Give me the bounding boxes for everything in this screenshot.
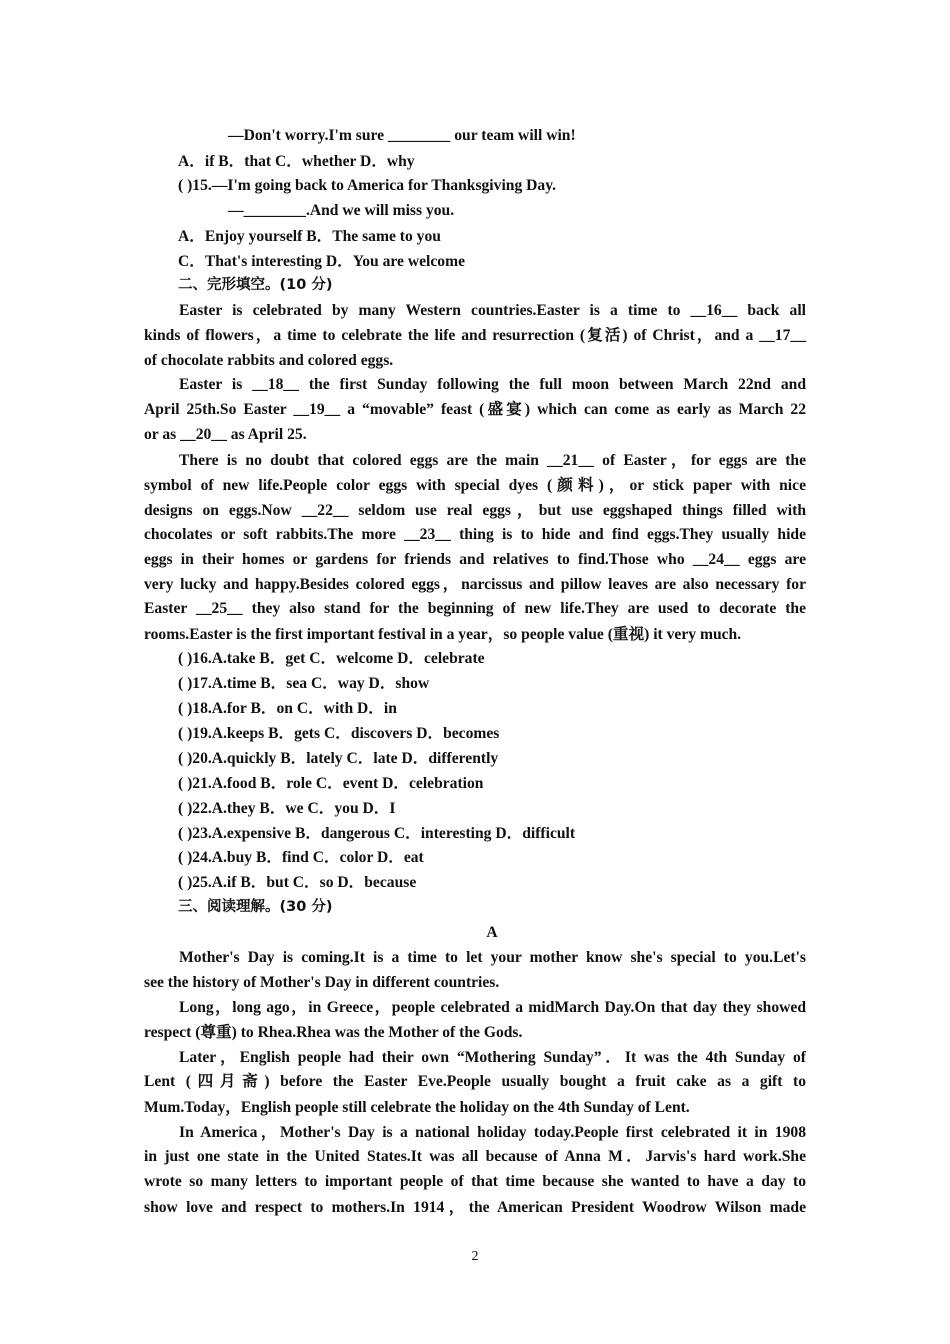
q14-options: A．if B．that C．whether D．why (178, 153, 415, 170)
reading-line: Lent (四月斋) before the Easter Eve.People usually bought a fruit cake as a gift to (144, 1073, 806, 1090)
cloze-question: ( )25.A.if B．but C．so D．because (178, 874, 417, 891)
q15-question: ( )15.—I'm going back to America for Thanksgiving Day. (178, 177, 557, 194)
reading-line: In America，Mother's Day is a national holiday today.People first celebrated it in 1908 (179, 1124, 806, 1141)
cloze-question: ( )24.A.buy B．find C．color D．eat (178, 849, 424, 866)
cloze-line: rooms.Easter is the first important festival in a year，so people value (重视) it very much. (144, 626, 742, 643)
cloze-question: ( )16.A.take B．get C．welcome D．celebrate (178, 650, 485, 667)
cloze-question: ( )18.A.for B．on C．with D．in (178, 700, 397, 717)
reading-line: Long，long ago，in Greece，people celebrated a midMarch Day.On that day they showed (179, 999, 806, 1016)
cloze-question: ( )21.A.food B．role C．event D．celebration (178, 775, 484, 792)
section-3-heading: 三、阅读理解。(30 分) (178, 899, 333, 915)
cloze-line: kinds of flowers，a time to celebrate the life and resurrection (复活) of Christ，and a __17__ (144, 327, 806, 344)
q14-answer-line: —Don't worry.I'm sure ________ our team will win! (228, 127, 576, 144)
cloze-line: designs on eggs.Now __22__ seldom use real eggs，but use eggshaped things filled with (144, 502, 806, 519)
cloze-line: Easter is celebrated by many Western countries.Easter is a time to __16__ back all (179, 302, 806, 319)
cloze-line: or as __20__ as April 25. (144, 426, 307, 443)
reading-line: Mum.Today，English people still celebrate the holiday on the 4th Sunday of Lent. (144, 1099, 690, 1116)
cloze-line: symbol of new life.People color eggs with special dyes (颜料)，or stick paper with nice (144, 477, 806, 494)
reading-line: respect (尊重) to Rhea.Rhea was the Mother of the Gods. (144, 1024, 523, 1041)
cloze-line: There is no doubt that colored eggs are the main __21__ of Easter，for eggs are the (179, 452, 806, 469)
reading-line: Later，English people had their own “Mothering Sunday”．It was the 4th Sunday of (179, 1049, 806, 1066)
cloze-question: ( )23.A.expensive B．dangerous C．interesting D．difficult (178, 825, 576, 842)
cloze-line: eggs in their homes or gardens for friends and relatives to find.Those who __24__ eggs are (144, 551, 806, 568)
cloze-line: of chocolate rabbits and colored eggs. (144, 352, 394, 369)
cloze-line: April 25th.So Easter __19__ a “movable” feast (盛宴) which can come as early as March 22 (144, 401, 806, 418)
cloze-line: chocolates or soft rabbits.The more __23__ thing is to hide and find eggs.They usually hide (144, 526, 806, 543)
passage-a-title: A (486, 924, 498, 941)
cloze-question: ( )22.A.they B．we C．you D．I (178, 800, 396, 817)
reading-line: see the history of Mother's Day in different countries. (144, 974, 500, 991)
cloze-line: Easter __25__ they also stand for the beginning of new life.They are used to decorate the (144, 600, 806, 617)
reading-line: Mother's Day is coming.It is a time to let your mother know she's special to you.Let's (179, 949, 806, 966)
cloze-question: ( )17.A.time B．sea C．way D．show (178, 675, 430, 692)
q15-answer-line: —________.And we will miss you. (228, 202, 455, 219)
reading-line: show love and respect to mothers.In 1914，the American President Woodrow Wilson made (144, 1199, 806, 1216)
q15-options-ab: A．Enjoy yourself B．The same to you (178, 228, 441, 245)
page-number: 2 (471, 1249, 479, 1264)
cloze-line: very lucky and happy.Besides colored eggs，narcissus and pillow leaves are also necessary for (144, 576, 806, 593)
cloze-line: Easter is __18__ the first Sunday following the full moon between March 22nd and (179, 376, 806, 393)
section-2-heading: 二、完形填空。(10 分) (178, 277, 333, 293)
reading-line: in just one state in the United States.It was all because of Anna M．Jarvis's hard work.She (144, 1148, 806, 1165)
cloze-question: ( )20.A.quickly B．lately C．late D．differently (178, 750, 499, 767)
cloze-question: ( )19.A.keeps B．gets C．discovers D．becomes (178, 725, 500, 742)
reading-line: wrote so many letters to important people of that time because she wanted to have a day to (144, 1173, 806, 1190)
q15-options-cd: C．That's interesting D．You are welcome (178, 253, 466, 270)
